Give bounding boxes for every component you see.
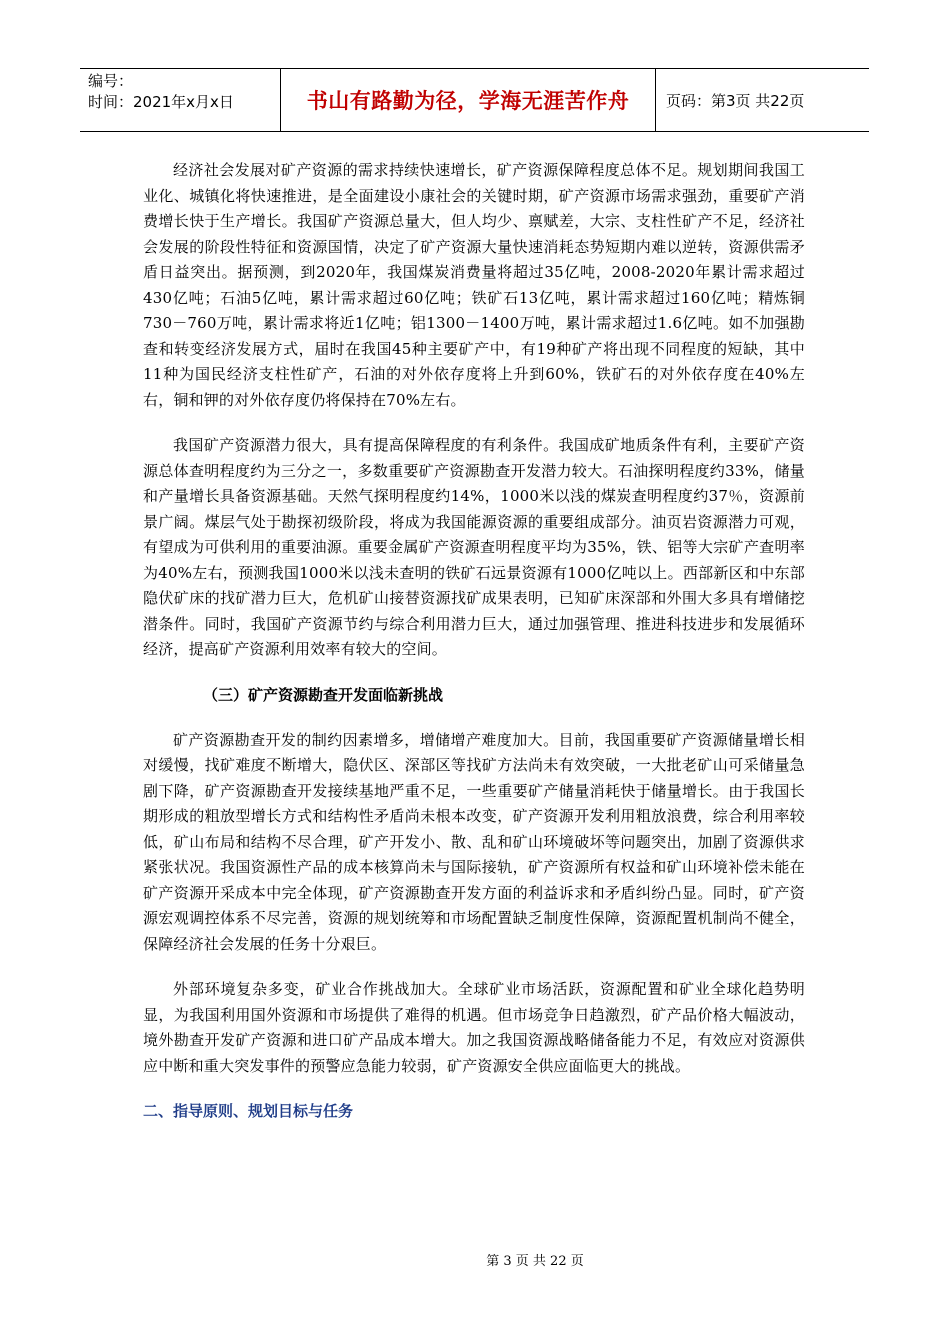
paragraph-demand: 经济社会发展对矿产资源的需求持续快速增长，矿产资源保障程度总体不足。规划期间我国工业化、城镇化将快速推进，是全面建设小康社会的关键时期，矿产资源市场需求强劲，重要矿产消费增长快于生产增长。我国矿产资源总量大，但人均少、禀赋差，大宗、支柱性矿产不足，经济社会发展的阶段性特征和资源国情，决定了矿产资源大量快速消耗态势短期内难以逆转，资源供需矛盾日益突出。据预测，到2020年，我国煤炭消费量将超过35亿吨，2008-2020年累计需求超过430亿吨；石油5亿吨，累计需求超过60亿吨；铁矿石13亿吨，累计需求超过160亿吨；精炼铜730－760万吨，累计需求将近1亿吨；铝1300－1400万吨，累计需求超过1.6亿吨。如不加强勘查和转变经济发展方式，届时在我国45种主要矿产中，有19种矿产将出现不同程度的短缺，其中11种为国民经济支柱性矿产，石油的对外依存度将上升到60%，铁矿石的对外依存度在40%左右，铜和钾的对外依存度仍将保持在70%左右。 xyxy=(143,161,805,409)
doc-code-label: 编号： xyxy=(88,72,134,90)
document-body xyxy=(143,158,805,1124)
header-motto: 书山有路勤为径，学海无涯苦作舟 xyxy=(306,89,630,113)
section-heading: 二、指导原则、规划目标与任务 xyxy=(143,1102,354,1120)
header-page-number: 页码：第3页 共22页 xyxy=(666,91,805,110)
page-footer: 第 3 页 共 22 页 xyxy=(486,1254,584,1269)
paragraph-potential: 我国矿产资源潜力很大，具有提高保障程度的有利条件。我国成矿地质条件有利，主要矿产资源总体查明程度约为三分之一，多数重要矿产资源勘查开发潜力较大。石油探明程度约33%，储量和产量增长具备资源基础。天然气探明程度约14%，1000米以浅的煤炭查明程度约37％，资源前景广阔。煤层气处于勘探初级阶段，将成为我国能源资源的重要组成部分。油页岩资源潜力可观，有望成为可供利用的重要油源。重要金属矿产资源查明程度平均为35%，铁、铝等大宗矿产查明率为40%左右，预测我国1000米以浅未查明的铁矿石远景资源有1000亿吨以上。西部新区和中东部隐伏矿床的找矿潜力巨大，危机矿山接替资源找矿成果表明，已知矿床深部和外围大多具有增储挖潜条件。同时，我国矿产资源节约与综合利用潜力巨大，通过加强管理、推进科技进步和发展循环经济，提高矿产资源利用效率有较大的空间。 xyxy=(143,436,805,658)
paragraph-external: 外部环境复杂多变，矿业合作挑战加大。全球矿业市场活跃，资源配置和矿业全球化趋势明显，为我国利用国外资源和市场提供了难得的机遇。但市场竞争日趋激烈，矿产品价格大幅波动，境外勘查开发矿产资源和进口矿产品成本增大。加之我国资源战略储备能力不足，有效应对资源供应中断和重大突发事件的预警应急能力较弱，矿产资源安全供应面临更大的挑战。 xyxy=(143,980,805,1075)
paragraph-constraints: 矿产资源勘查开发的制约因素增多，增储增产难度加大。目前，我国重要矿产资源储量增长相对缓慢，找矿难度不断增大，隐伏区、深部区等找矿方法尚未有效突破，一大批老矿山可采储量急剧下降，矿产资源勘查开发接续基地严重不足，一些重要矿产储量消耗快于储量增长。由于我国长期形成的粗放型增长方式和结构性矛盾尚未根本改变，矿产资源开发利用粗放浪费，综合利用率较低，矿山布局和结构不尽合理，矿产开发小、散、乱和矿山环境破坏等问题突出，加剧了资源供求紧张状况。我国资源性产品的成本核算尚未与国际接轨，矿产资源所有权益和矿山环境补偿未能在矿产资源开采成本中完全体现，矿产资源勘查开发方面的利益诉求和矛盾纠纷凸显。同时，矿产资源宏观调控体系不尽完善，资源的规划统筹和市场配置缺乏制度性保障，资源配置机制尚不健全，保障经济社会发展的任务十分艰巨。 xyxy=(143,730,805,953)
subheading-challenges: （三）矿产资源勘查开发面临新挑战 xyxy=(203,685,444,704)
header-meta xyxy=(80,69,280,131)
header-motto-cell xyxy=(280,69,656,131)
page-header xyxy=(80,68,869,132)
doc-time-label: 时间：2021年x月x日 xyxy=(88,93,234,111)
